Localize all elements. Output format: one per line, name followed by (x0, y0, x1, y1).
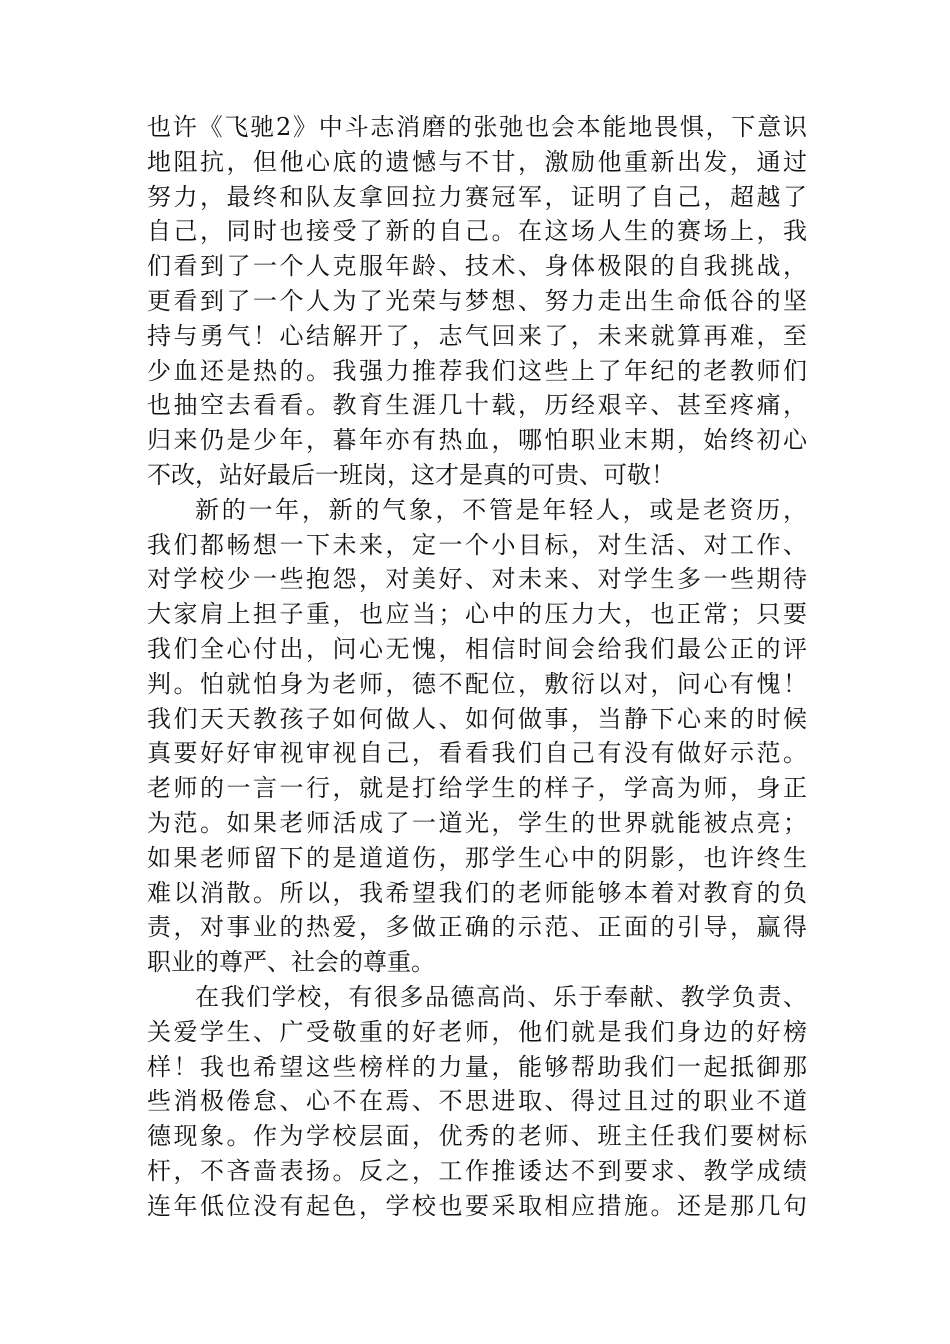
text-line: 样！我也希望这些榜样的力量，能够帮助我们一起抵御那 (147, 1052, 807, 1081)
text-line: 少血还是热的。我强力推荐我们这些上了年纪的老教师们 (147, 356, 807, 385)
text-line: 为范。如果老师活成了一道光，学生的世界就能被点亮； (147, 808, 807, 837)
text-line: 自己，同时也接受了新的自己。在这场人生的赛场上，我 (147, 217, 807, 246)
text-line: 些消极倦怠、心不在焉、不思进取、得过且过的职业不道 (147, 1087, 807, 1116)
text-line: 也抽空去看看。教育生涯几十载，历经艰辛、甚至疼痛， (147, 391, 807, 420)
paragraph-first-line: 新的一年，新的气象，不管是年轻人，或是老资历， (195, 495, 807, 524)
text-line: 连年低位没有起色，学校也要采取相应措施。还是那几句 (147, 1191, 807, 1220)
text-line: 我们全心付出，问心无愧，相信时间会给我们最公正的评 (147, 634, 807, 663)
text-line: 地阻抗，但他心底的遗憾与不甘，激励他重新出发，通过 (147, 147, 807, 176)
text-line: 真要好好审视审视自己，看看我们自己有没有做好示范。 (147, 739, 807, 768)
text-line: 难以消散。所以，我希望我们的老师能够本着对教育的负 (147, 878, 807, 907)
text-line: 持与勇气！心结解开了，志气回来了，未来就算再难，至 (147, 321, 807, 350)
text-line: 责，对事业的热爱，多做正确的示范、正面的引导，赢得 (147, 913, 807, 942)
body-text (147, 110, 807, 1224)
text-line: 我们天天教孩子如何做人、如何做事，当静下心来的时候 (147, 704, 807, 733)
paragraph-first-line: 在我们学校，有很多品德高尚、乐于奉献、教学负责、 (195, 982, 807, 1011)
text-line: 对学校少一些抱怨，对美好、对未来、对学生多一些期待 (147, 565, 807, 594)
text-line: 杆，不吝啬表扬。反之，工作推诿达不到要求、教学成绩 (147, 1156, 807, 1185)
text-line: 老师的一言一行，就是打给学生的样子，学高为师，身正 (147, 774, 807, 803)
paragraph-end-line: 职业的尊严、社会的尊重。 (147, 948, 435, 977)
text-line: 大家肩上担子重，也应当；心中的压力大，也正常；只要 (147, 600, 807, 629)
text-line: 归来仍是少年，暮年亦有热血，哪怕职业末期，始终初心 (147, 426, 807, 455)
text-line: 努力，最终和队友拿回拉力赛冠军，证明了自己，超越了 (147, 182, 807, 211)
paragraph-end-line: 不改，站好最后一班岗，这才是真的可贵、可敬！ (147, 460, 675, 489)
text-line: 我们都畅想一下未来，定一个小目标，对生活、对工作、 (147, 530, 807, 559)
text-line: 也许《飞驰2》中斗志消磨的张弛也会本能地畏惧，下意识 (147, 113, 807, 141)
text-line: 们看到了一个人克服年龄、技术、身体极限的自我挑战， (147, 252, 807, 281)
text-line: 德现象。作为学校层面，优秀的老师、班主任我们要树标 (147, 1122, 807, 1151)
text-line: 更看到了一个人为了光荣与梦想、努力走出生命低谷的坚 (147, 286, 807, 315)
text-line: 如果老师留下的是道道伤，那学生心中的阴影，也许终生 (147, 843, 807, 872)
text-line: 判。怕就怕身为老师，德不配位，敷衍以对，问心有愧！ (147, 669, 807, 698)
text-line: 关爱学生、广受敬重的好老师，他们就是我们身边的好榜 (147, 1017, 807, 1046)
